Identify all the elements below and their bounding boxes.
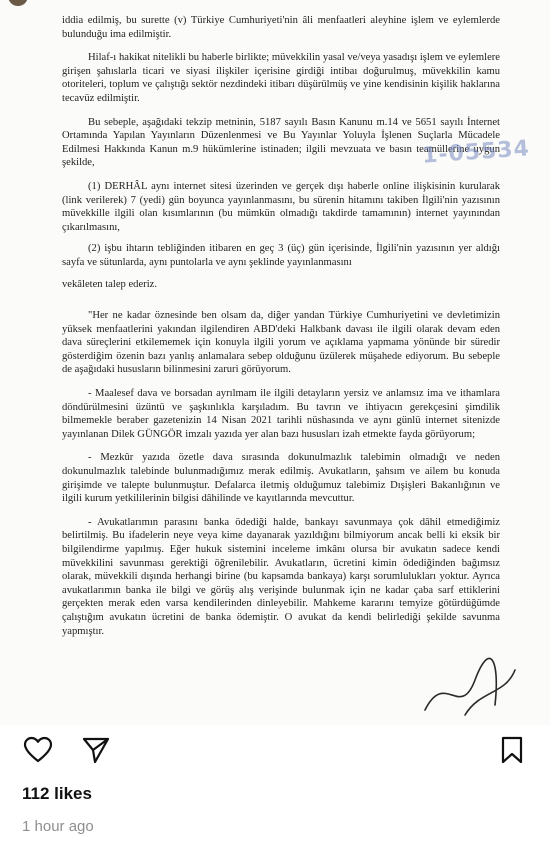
document-paragraph: Bu sebeple, aşağıdaki tekzip metninin, 5187 sayılı Basın Kanunu m.14 ve 5651 sayılı İnternet Ortamında Yapılan Yayınların Düzenlenmesi ve Bu Yayınlar Yoluyla İşlenen Suçlarla Mücadele Edilmesi Hakkında Kanun m.9 hükümlerine istinaden; ilgili mevzuata ve basın teamüllerine uygun şekilde, [62, 116, 500, 169]
avatar [8, 0, 28, 6]
share-button[interactable] [80, 734, 112, 766]
document-paragraph: "Her ne kadar öznesinde ben olsam da, diğer yandan Türkiye Cumhuriyetini ve devletimizin yüksek menfaatlerini yakından ilgilendiren ABD'deki Halkbank davası ile ilgili olarak devam eden dava süreçlerini etkilememek için konuyla ilgili yorum ve açıklama yapmama yönünde bir süredir gösterdiğim özenin bazı yanlış anlamalara sebep olduğunu üzülerek müşahede ediyorum. Bu sebeple de aşağıdaki hususların bilinmesini zaruri görüyorum. [62, 310, 500, 376]
post-actions [0, 734, 550, 766]
document-paragraph: Hilaf-ı hakikat nitelikli bu haberle birlikte; müvekkilin yasal ve/veya yasadışı işlem ve eylemlere girişen şahıslarla ticari ve siyasi ilişkiler içerisine girdiği intibaı doğurulmuş, müvekkilin kamu otoriteleri, toplum ve çalıştığı sektör nezdindeki itibarı düşürülmüş ve yine kendisinin kişilik haklarına tecavüz edilmiştir. [62, 52, 500, 104]
heart-icon [23, 736, 53, 764]
document-paragraph: (1) DERHÂL aynı internet sitesi üzerinden ve gerçek dışı haberle online ilişkisinin kurularak (link verilerek) 7 (yedi) gün boyunca yayınlanmasını, bu sürenin hitamını takiben İlgili'nin yazısının müvekkille ilgili olan kısımlarının (bu mümkün olmadığı takdirde tamamının) internet yayınından çıkarılmasını, [62, 180, 500, 233]
bookmark-icon [500, 736, 524, 764]
document-paragraph: - Avukatlarımın parasını banka ödediği halde, bankayı savunmaya çok dâhil etmediğimiz belirtilmiş. Bu ifadelerin neye veya kime dayanarak yazıldığını bilmiyorum ancak belli ki eksik bir bilgilendirme yapılmış. Eğer hukuk sistemini inceleme imkânı olursa bir avukatın sadece kendi müvekkilini savunması gerektiği öğrenilebilir. Avukatların, ücretini kimin ödediğinden bağımsız olarak, müvekkili dışında herhangi birine (bu kapsamda bankaya) karşı sorumlulukları yoktur. Ayrıca avukatlarımın banka ile bilgi ve görüş alış verişinde bulunmak için ne kadar çaba sarf ettiklerini gerçekten merak eden varsa kendilerinden dinleyebilir. Mahkeme kararını temyize götürdüğümde çalıştığım avukatın ücretini de banka ödemiştir. O avukat da kendi belirlediği şekilde savunma yapmıştır. [62, 516, 500, 637]
likes-count[interactable]: 112 likes [22, 784, 92, 803]
document-paragraph: - Maalesef dava ve borsadan ayrılmam ile ilgili detayların yersiz ve anlamsız ima ve ithamlara döndürülmesini üzüntü ve şaşkınlıkla karşıladım. Bu tavrın ve ihtiyacın gerekçesini şimdilik bilmemekle beraber gazetenizin 14 Nisan 2021 tarihli nüshasında ve aynı günlü internet sitenizde yayınlanan Dilek GÜNGÖR imzalı yazıda yer alan bazı hususları izah etmekte fayda görüyorum; [62, 388, 500, 440]
signature-mark [405, 650, 525, 725]
save-button[interactable] [496, 734, 528, 766]
document-paragraph: (2) işbu ihtarın tebliğinden itibaren en geç 3 (üç) gün içerisinde, İlgili'nin yazısının yer aldığı sayfa ve sütunlarda, aynı puntolarla ve aynı şeklinde yayınlanmasını [62, 243, 500, 268]
document-paragraph: - Mezkûr yazıda özetle dava sırasında dokunulmazlık talebimin olmadığı ve neden dokunulmazlık talebinde bulunmadığımız merak edilmiş. Avukatların, şahsım ve ailem bu konuda girişimde ve talepte bulunmuştur. Defalarca iletmiş olduğumuz talebimiz Dışişleri Bakanlığının ve ilgili kurum yetkililerinin bilgisi dâhilinde ve kayıtlarında mevcuttur. [62, 452, 500, 505]
like-button[interactable] [22, 734, 54, 766]
document-paragraph: vekâleten talep ederiz. [62, 278, 157, 290]
registry-stamp: 1-05534 [421, 136, 531, 169]
document-text [62, 14, 500, 648]
document-paragraph: iddia edilmiş, bu surette (v) Türkiye Cumhuriyeti'nin âli menfaatleri aleyhine işlem ve eylemlerde bulunduğu ima edilmiştir. [62, 15, 500, 40]
paper-plane-icon [81, 736, 111, 764]
post-timestamp: 1 hour ago [22, 818, 94, 835]
